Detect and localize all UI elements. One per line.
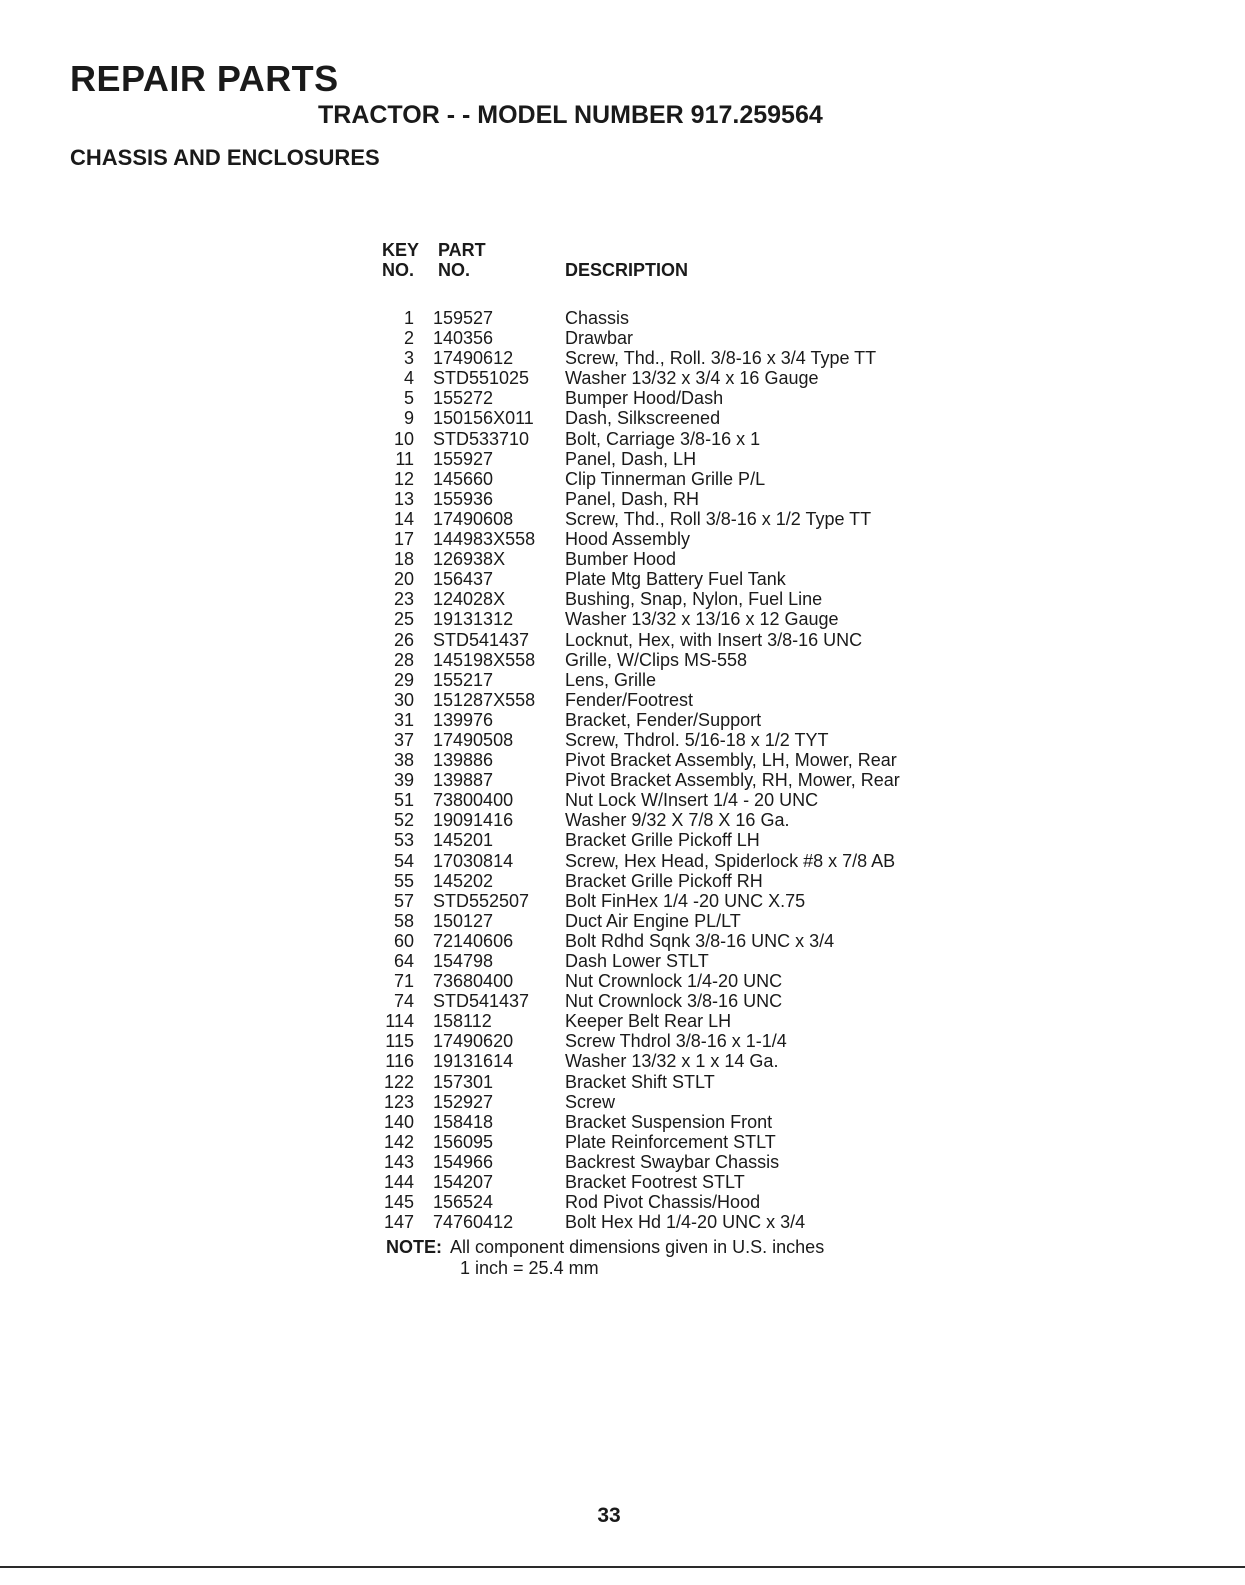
key-number: 144 xyxy=(383,1172,414,1193)
part-number: 73680400 xyxy=(433,971,514,992)
key-header-line2: NO. xyxy=(382,260,415,280)
key-header-line1: KEY xyxy=(382,240,420,260)
part-description: Clip Tinnerman Grille P/L xyxy=(565,468,766,489)
part-number: 74760412 xyxy=(433,1212,514,1233)
key-number: 74 xyxy=(393,991,414,1012)
part-description: Bracket Shift STLT xyxy=(565,1071,715,1092)
part-number: 145198X558 xyxy=(433,649,536,670)
note-label: NOTE: xyxy=(386,1237,442,1257)
part-number: 73800400 xyxy=(433,790,514,811)
part-number: 139976 xyxy=(433,709,494,730)
part-header-line1: PART xyxy=(438,240,486,260)
part-description: Washer 13/32 x 13/16 x 12 Gauge xyxy=(565,609,839,630)
part-number: 154207 xyxy=(433,1172,494,1193)
key-number: 57 xyxy=(393,890,414,911)
part-number: 17490508 xyxy=(433,729,514,750)
key-number: 140 xyxy=(383,1111,414,1132)
part-number: STD541437 xyxy=(433,991,530,1012)
key-number: 14 xyxy=(393,508,414,529)
key-number: 64 xyxy=(393,951,414,971)
dimensions-note xyxy=(386,1237,824,1279)
part-number: 72140606 xyxy=(433,930,514,951)
part-description: Bolt, Carriage 3/8-16 x 1 xyxy=(565,428,761,449)
key-number: 37 xyxy=(393,729,414,750)
part-description: Washer 13/32 x 1 x 14 Ga. xyxy=(565,1051,779,1072)
key-number: 20 xyxy=(393,569,414,590)
part-description: Bracket, Fender/Support xyxy=(565,709,762,730)
key-number: 116 xyxy=(385,1051,414,1072)
key-number: 114 xyxy=(385,1011,414,1032)
part-number: 154798 xyxy=(433,951,494,971)
part-number: 158112 xyxy=(433,1011,492,1032)
part-number: 150127 xyxy=(433,910,494,931)
part-number: 155217 xyxy=(433,669,494,690)
key-number: 53 xyxy=(393,830,414,851)
part-number: 126938X xyxy=(433,549,506,570)
key-number: 52 xyxy=(393,810,414,831)
key-no-header xyxy=(382,240,419,280)
part-description: Keeper Belt Rear LH xyxy=(565,1011,732,1032)
part-description: Bracket Grille Pickoff RH xyxy=(565,870,763,891)
part-description: Bolt Hex Hd 1/4-20 UNC x 3/4 xyxy=(565,1212,806,1233)
part-number: 19131614 xyxy=(433,1051,514,1072)
key-number: 23 xyxy=(393,589,414,610)
key-number: 54 xyxy=(393,850,414,871)
key-number: 25 xyxy=(393,609,414,630)
key-number: 71 xyxy=(393,971,414,992)
description-header: DESCRIPTION xyxy=(565,260,689,280)
part-description: Bracket Grille Pickoff LH xyxy=(565,830,760,851)
part-description: Pivot Bracket Assembly, RH, Mower, Rear xyxy=(565,770,900,791)
part-number: 156524 xyxy=(433,1192,494,1213)
part-number: 144983X558 xyxy=(433,529,536,550)
part-description: Rod Pivot Chassis/Hood xyxy=(565,1192,761,1213)
part-description: Bolt FinHex 1/4 -20 UNC X.75 xyxy=(565,890,806,911)
page-number: 33 xyxy=(597,1504,621,1527)
part-number: 159527 xyxy=(433,308,494,328)
part-description: Duct Air Engine PL/LT xyxy=(565,910,741,931)
part-number: 156095 xyxy=(433,1131,494,1152)
part-description: Backrest Swaybar Chassis xyxy=(565,1151,780,1172)
key-number: 29 xyxy=(393,669,414,690)
key-number: 60 xyxy=(393,930,414,951)
key-number: 31 xyxy=(393,709,414,730)
part-description: Dash Lower STLT xyxy=(565,951,709,971)
part-number: 157301 xyxy=(433,1071,494,1092)
part-number: 155272 xyxy=(433,388,494,409)
part-description: Screw, Thd., Roll. 3/8-16 x 3/4 Type TT xyxy=(565,348,877,369)
part-number: 155936 xyxy=(433,488,494,509)
part-description: Screw, Thd., Roll 3/8-16 x 1/2 Type TT xyxy=(565,508,872,529)
part-number: 156437 xyxy=(433,569,494,590)
part-description: Pivot Bracket Assembly, LH, Mower, Rear xyxy=(565,750,897,771)
part-number: 145202 xyxy=(433,870,494,891)
part-description: Bracket Footrest STLT xyxy=(565,1172,745,1193)
model-subtitle: TRACTOR - - MODEL NUMBER 917.259564 xyxy=(318,101,823,129)
key-number: 55 xyxy=(393,870,414,891)
key-number: 38 xyxy=(393,750,414,771)
bottom-rule xyxy=(0,1566,1245,1568)
key-number: 5 xyxy=(403,388,414,409)
part-description: Drawbar xyxy=(565,328,634,349)
key-number: 51 xyxy=(393,790,414,811)
key-number: 17 xyxy=(393,529,414,550)
key-number: 28 xyxy=(393,649,414,670)
part-description: Screw, Thdrol. 5/16-18 x 1/2 TYT xyxy=(565,729,829,750)
part-number: 19091416 xyxy=(433,810,514,831)
note-line1: All component dimensions given in U.S. inches xyxy=(450,1237,825,1257)
section-heading: CHASSIS AND ENCLOSURES xyxy=(70,145,380,170)
key-number: 10 xyxy=(393,428,414,449)
key-number: 58 xyxy=(393,910,414,931)
page-title: REPAIR PARTS xyxy=(70,58,339,99)
part-number: 152927 xyxy=(433,1091,494,1112)
part-number: 140356 xyxy=(433,328,494,349)
key-number: 115 xyxy=(385,1031,414,1052)
part-number: STD552507 xyxy=(433,890,530,911)
key-number: 13 xyxy=(393,488,414,509)
part-description: Lens, Grille xyxy=(565,669,657,690)
key-number: 26 xyxy=(393,629,414,650)
part-description: Nut Crownlock 3/8-16 UNC xyxy=(565,991,783,1012)
part-description: Locknut, Hex, with Insert 3/8-16 UNC xyxy=(565,629,863,650)
part-description: Panel, Dash, LH xyxy=(565,448,697,469)
part-number: 17490608 xyxy=(433,508,514,529)
note-line2: 1 inch = 25.4 mm xyxy=(460,1258,599,1278)
key-number: 11 xyxy=(395,448,414,469)
key-number: 1 xyxy=(403,308,414,328)
part-description: Nut Crownlock 1/4-20 UNC xyxy=(565,971,783,992)
part-description: Screw xyxy=(565,1091,616,1112)
part-description: Plate Reinforcement STLT xyxy=(565,1131,776,1152)
part-description: Plate Mtg Battery Fuel Tank xyxy=(565,569,786,590)
part-number: 151287X558 xyxy=(433,689,536,710)
part-no-header xyxy=(438,240,486,280)
part-description: Chassis xyxy=(565,308,630,328)
key-number: 39 xyxy=(393,770,414,791)
part-number: STD541437 xyxy=(433,629,530,650)
part-description: Bumber Hood xyxy=(565,549,677,570)
part-number: 17490620 xyxy=(433,1031,514,1052)
part-number: 139886 xyxy=(433,750,494,771)
key-number: 12 xyxy=(393,468,414,489)
part-number: STD551025 xyxy=(433,368,530,389)
part-description: Fender/Footrest xyxy=(565,689,694,710)
part-number: 154966 xyxy=(433,1151,494,1172)
part-description: Grille, W/Clips MS-558 xyxy=(565,649,748,670)
part-number: 124028X xyxy=(433,589,506,610)
part-number: 150156X011 xyxy=(433,408,534,429)
key-number: 18 xyxy=(393,549,414,570)
part-description: Panel, Dash, RH xyxy=(565,488,700,509)
part-description: Washer 9/32 X 7/8 X 16 Ga. xyxy=(565,810,790,831)
part-description: Dash, Silkscreened xyxy=(565,408,721,429)
part-description: Washer 13/32 x 3/4 x 16 Gauge xyxy=(565,368,819,389)
part-number: 145201 xyxy=(433,830,494,851)
part-number: STD533710 xyxy=(433,428,530,449)
part-description: Screw, Hex Head, Spiderlock #8 x 7/8 AB xyxy=(565,850,896,871)
part-number: 145660 xyxy=(433,468,494,489)
part-number: 155927 xyxy=(433,448,494,469)
key-number: 147 xyxy=(383,1212,414,1233)
key-number: 3 xyxy=(403,348,414,369)
key-number: 122 xyxy=(383,1071,414,1092)
key-number: 2 xyxy=(403,328,414,349)
key-number: 145 xyxy=(383,1192,414,1213)
part-header-line2: NO. xyxy=(438,260,471,280)
part-description: Bolt Rdhd Sqnk 3/8-16 UNC x 3/4 xyxy=(565,930,835,951)
part-description: Screw Thdrol 3/8-16 x 1-1/4 xyxy=(565,1031,787,1052)
key-number: 30 xyxy=(393,689,414,710)
part-description: Bushing, Snap, Nylon, Fuel Line xyxy=(565,589,823,610)
part-description: Nut Lock W/Insert 1/4 - 20 UNC xyxy=(565,790,819,811)
key-number: 142 xyxy=(383,1131,414,1152)
part-number: 139887 xyxy=(433,770,494,791)
part-number: 19131312 xyxy=(433,609,514,630)
part-description: Bumper Hood/Dash xyxy=(565,388,724,409)
part-number: 17030814 xyxy=(433,850,514,871)
part-description: Bracket Suspension Front xyxy=(565,1111,773,1132)
part-description: Hood Assembly xyxy=(565,529,691,550)
part-number: 158418 xyxy=(433,1111,494,1132)
key-number: 123 xyxy=(383,1091,414,1112)
key-number: 143 xyxy=(383,1151,414,1172)
key-number: 4 xyxy=(403,368,414,389)
part-number: 17490612 xyxy=(433,348,514,369)
key-number: 9 xyxy=(403,408,414,429)
